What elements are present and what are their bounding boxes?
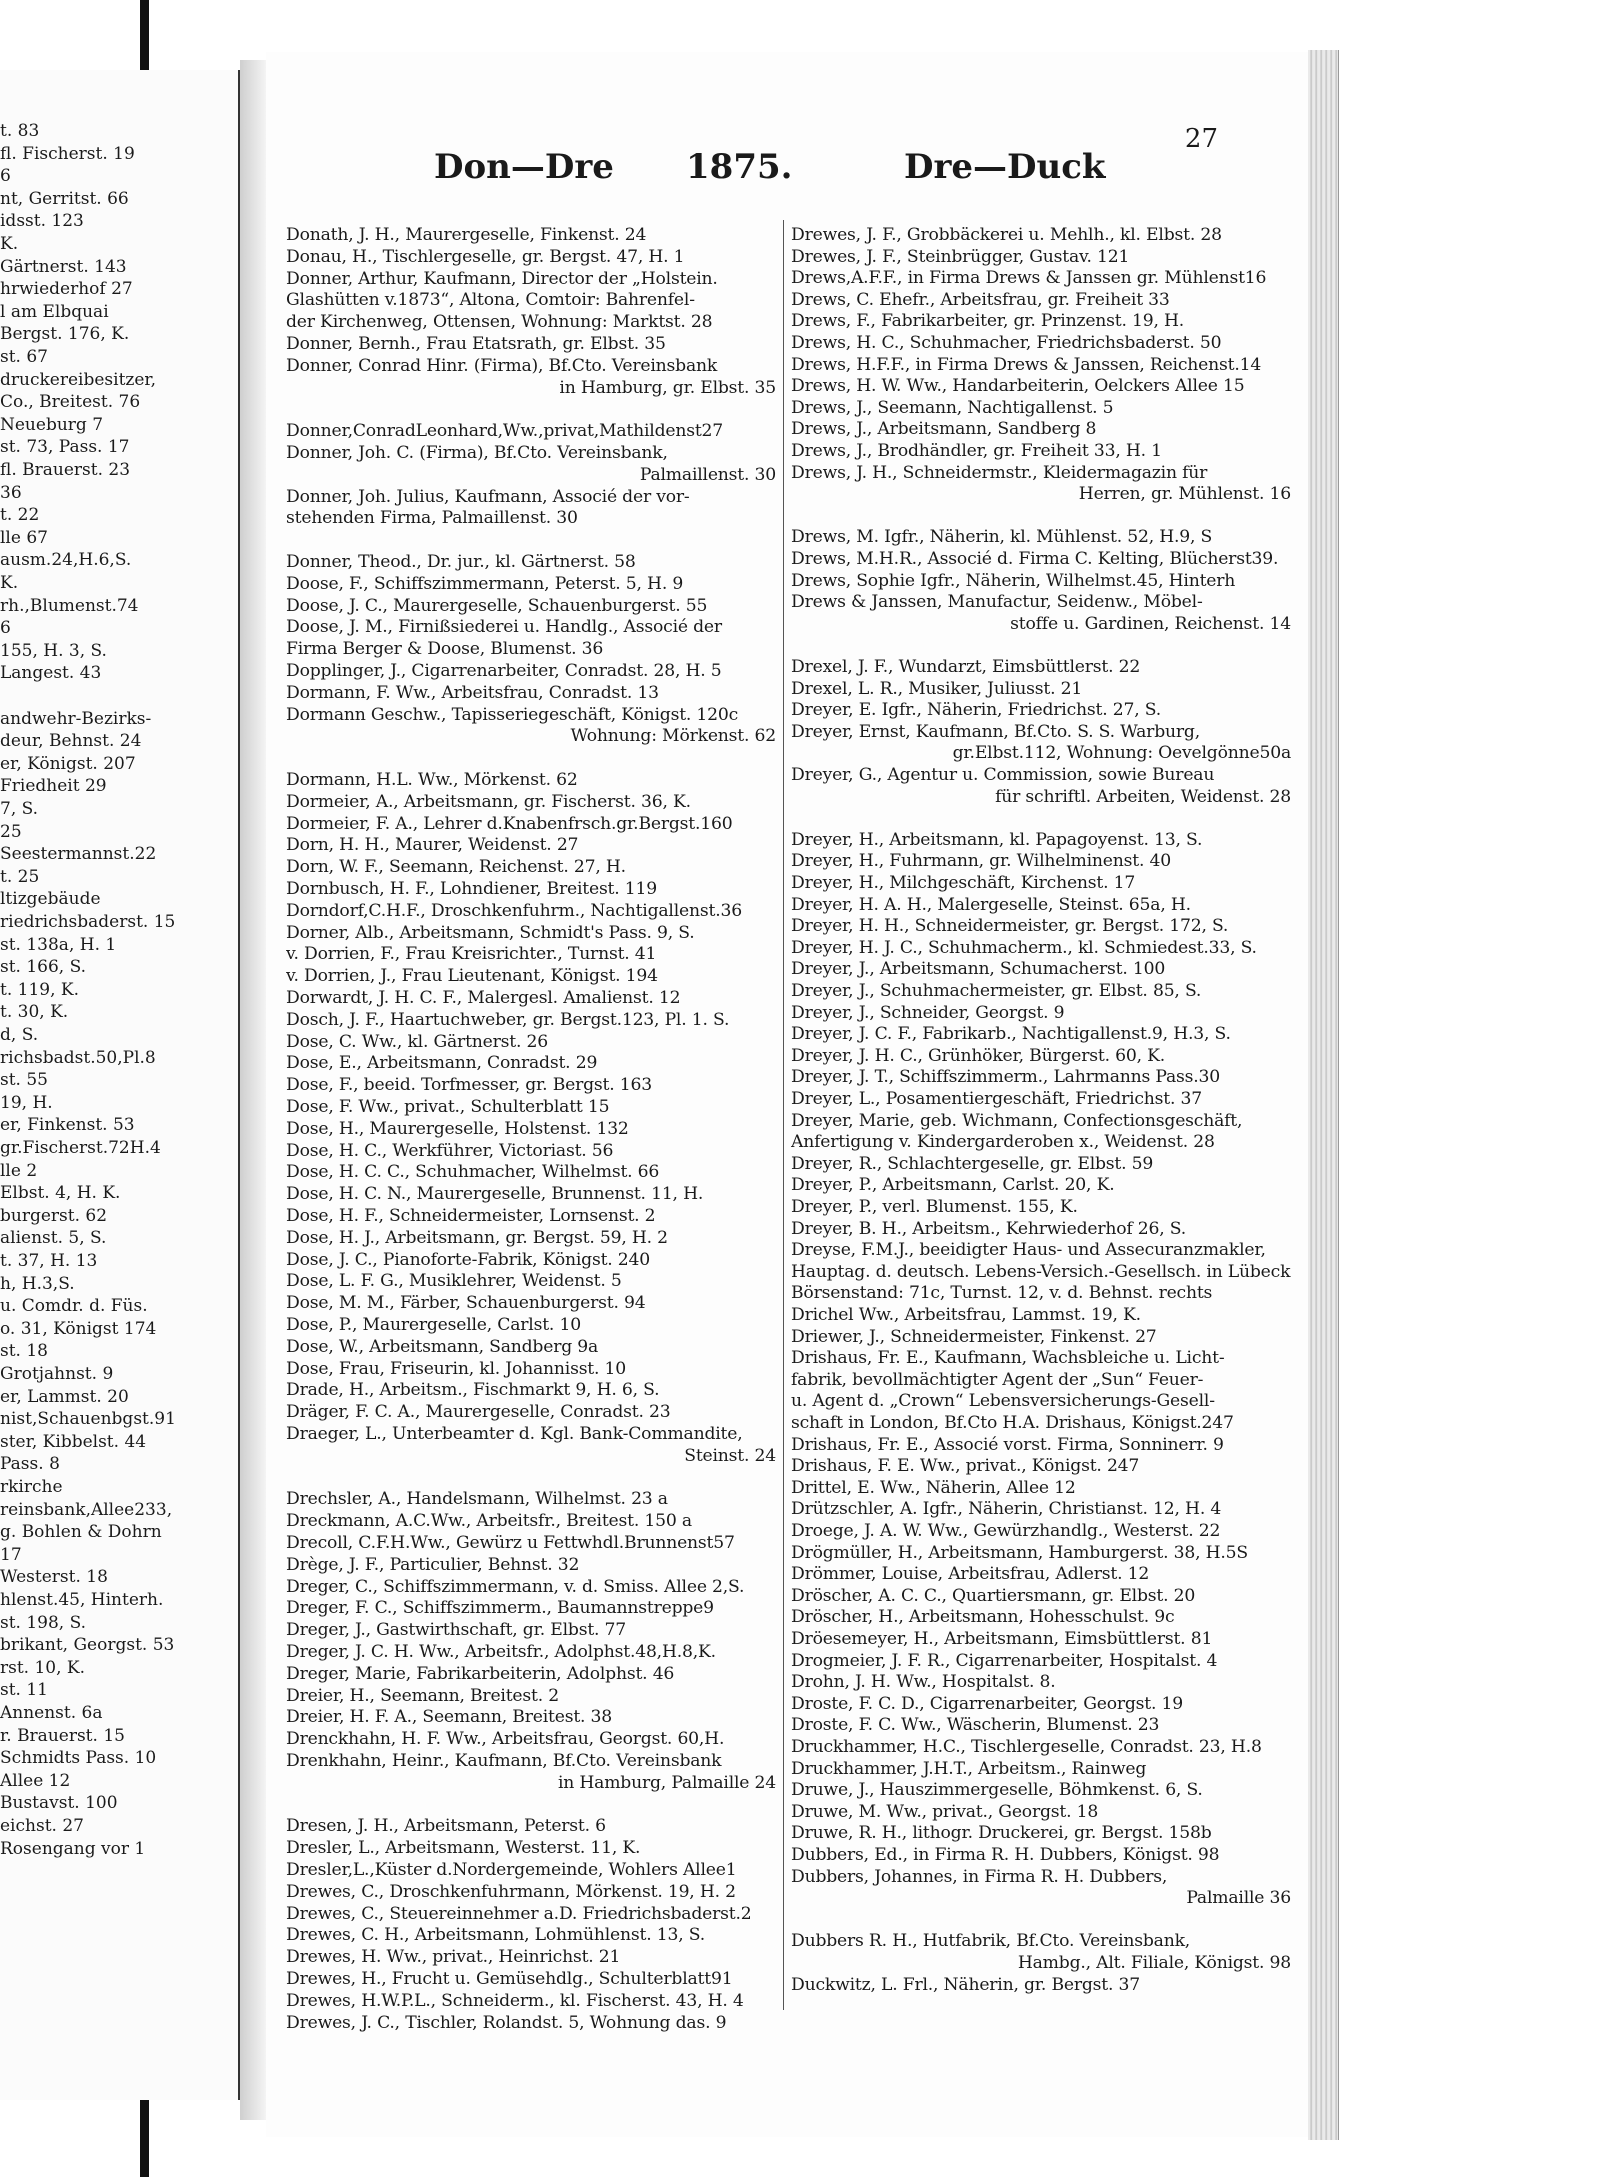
directory-entry: Dubbers, Ed., in Firma R. H. Dubbers, Königst. 98	[791, 1845, 1220, 1865]
directory-entry: Dose, H. C., Werkführer, Victoriast. 56	[286, 1140, 614, 1161]
left-page-fragment: st. 11	[0, 1680, 48, 1701]
directory-entry: Drittel, E. Ww., Näherin, Allee 12	[791, 1477, 1076, 1498]
directory-entry: Drade, H., Arbeitsm., Fischmarkt 9, H. 6, S.	[286, 1380, 660, 1401]
directory-entry: Dormann, F. Ww., Arbeitsfrau, Conradst. 13	[286, 682, 659, 703]
directory-entry: Drishaus, Fr. E., Associé vorst. Firma, Sonninerr. 9	[791, 1434, 1224, 1455]
left-page-fragment: Pass. 8	[0, 1454, 60, 1475]
left-page-fragment: st. 18	[0, 1341, 48, 1362]
directory-entry: Dopplinger, J., Cigarrenarbeiter, Conradst. 28, H. 5	[286, 661, 722, 681]
left-page-fragment: Rosengang vor 1	[0, 1838, 146, 1859]
left-page-fragment: rkirche	[0, 1477, 63, 1497]
directory-entry: Drishaus, Fr. E., Kaufmann, Wachsbleiche u. Licht-	[791, 1348, 1225, 1369]
directory-entry: Dresler,L.,Küster d.Nordergemeinde, Wohlers Allee1	[286, 1860, 737, 1880]
directory-entry: Drews, M.H.R., Associé d. Firma C. Kelting, Blücherst39.	[791, 549, 1279, 569]
directory-entry: Drews, M. Igfr., Näherin, kl. Mühlenst. 52, H.9, S	[791, 527, 1213, 548]
left-page-fragment: r. Brauerst. 15	[0, 1725, 125, 1746]
left-page-fragment: rh.,Blumenst.74	[0, 595, 139, 616]
directory-entry: Donner, Theod., Dr. jur., kl. Gärtnerst. 58	[286, 552, 636, 572]
directory-entry: Drewes, J. F., Grobbäckerei u. Mehlh., kl. Elbst. 28	[791, 225, 1222, 245]
directory-entry: Duckwitz, L. Frl., Näherin, gr. Bergst. 37	[791, 1974, 1140, 1995]
left-page-fragment: o. 31, Königst 174	[0, 1318, 157, 1339]
left-page-fragment: er, Königst. 207	[0, 753, 136, 774]
directory-entry: Dreyer, B. H., Arbeitsm., Kehrwiederhof 26, S.	[791, 1218, 1187, 1239]
directory-entry: Dormann Geschw., Tapisseriegeschäft, Königst. 120c	[286, 704, 739, 725]
directory-entry: Drenckhahn, H. F. Ww., Arbeitsfrau, Georgst. 60,H.	[286, 1729, 725, 1750]
directory-entry: Droste, F. C. Ww., Wäscherin, Blumenst. 23	[791, 1715, 1160, 1736]
directory-entry: Dose, H. C. C., Schuhmacher, Wilhelmst. 66	[286, 1162, 660, 1183]
directory-entry: Drewes, C., Droschkenfuhrmann, Mörkenst. 19, H. 2	[286, 1881, 736, 1902]
directory-entry: Dreyer, H., Fuhrmann, gr. Wilhelminenst. 40	[791, 851, 1171, 872]
directory-entry: Börsenstand: 71c, Turnst. 12, v. d. Behnst. rechts	[791, 1283, 1213, 1304]
directory-entry: Dorn, W. F., Seemann, Reichenst. 27, H.	[286, 857, 626, 878]
directory-entry: Drews, F., Fabrikarbeiter, gr. Prinzenst. 19, H.	[791, 311, 1185, 332]
left-page-fragment: lle 2	[0, 1160, 38, 1181]
left-page-fragment: st. 67	[0, 347, 48, 367]
left-page-fragment: t. 83	[0, 121, 40, 141]
directory-entry: Dose, W., Arbeitsmann, Sandberg 9a	[286, 1336, 599, 1357]
directory-entry: Dose, Frau, Friseurin, kl. Johannisst. 10	[286, 1358, 627, 1379]
directory-entry: Drews, H.F.F., in Firma Drews & Janssen, Reichenst.14	[791, 354, 1262, 375]
left-page-fragment: u. Comdr. d. Füs.	[0, 1296, 148, 1317]
left-page-fragment: fl. Brauerst. 23	[0, 460, 131, 480]
directory-entry: Dose, L. F. G., Musiklehrer, Weidenst. 5	[286, 1271, 622, 1292]
left-page-fragment: t. 22	[0, 505, 40, 526]
directory-entry: Druwe, R. H., lithogr. Druckerei, gr. Bergst. 158b	[791, 1823, 1212, 1844]
left-page-fragment: 7, S.	[0, 799, 39, 819]
directory-entry: Driewer, J., Schneidermeister, Finkenst. 27	[791, 1326, 1157, 1347]
directory-entry: Dorner, Alb., Arbeitsmann, Schmidt's Pass. 9, S.	[286, 922, 695, 943]
directory-entry: Dreier, H. F. A., Seemann, Breitest. 38	[286, 1707, 613, 1728]
directory-entry: Dreyer, J. H. C., Grünhöker, Bürgerst. 60, K.	[791, 1045, 1166, 1066]
left-page-fragment: h, H.3,S.	[0, 1273, 75, 1294]
directory-entry: Drews, J., Brodhändler, gr. Freiheit 33, H. 1	[791, 441, 1162, 461]
directory-entry: Doose, J. M., Firnißsiederei u. Handlg., Associé der	[286, 617, 722, 638]
left-page-fragment: l am Elbquai	[0, 301, 109, 322]
directory-entry: Dreger, C., Schiffszimmermann, v. d. Smiss. Allee 2,S.	[286, 1576, 745, 1597]
directory-entry: Palmaillenst. 30	[639, 464, 776, 485]
directory-entry: u. Agent d. „Crown“ Lebensversicherungs-Gesell-	[791, 1391, 1215, 1412]
directory-entry: Drews & Janssen, Manufactur, Seidenw., Möbel-	[791, 592, 1203, 613]
left-page-fragment: druckereibesitzer,	[0, 369, 157, 390]
left-page-fragment: Bustavst. 100	[0, 1793, 118, 1814]
directory-entry: Drecoll, C.F.H.Ww., Gewürz u Fettwhdl.Brunnenst57	[286, 1533, 735, 1553]
left-page-fragment: Friedheit 29	[0, 776, 107, 797]
directory-entry: Hambg., Alt. Filiale, Königst. 98	[1017, 1953, 1291, 1973]
directory-entry: Dreyer, H. H., Schneidermeister, gr. Bergst. 172, S.	[791, 916, 1229, 937]
directory-entry: Drützschler, A. Igfr., Näherin, Christianst. 12, H. 4	[791, 1499, 1222, 1520]
directory-entry: Dreyer, R., Schlachtergeselle, gr. Elbst. 59	[791, 1153, 1154, 1174]
directory-entry: der Kirchenweg, Ottensen, Wohnung: Marktst. 28	[286, 312, 713, 333]
directory-entry: Hauptag. d. deutsch. Lebens-Versich.-Gesellsch. in Lübeck	[791, 1261, 1291, 1282]
left-page-fragment: Annenst. 6a	[0, 1703, 103, 1723]
directory-entry: Dose, E., Arbeitsmann, Conradst. 29	[286, 1053, 598, 1074]
left-page-fragment: brikant, Georgst. 53	[0, 1635, 175, 1656]
directory-entry: für schriftl. Arbeiten, Weidenst. 28	[995, 786, 1291, 807]
left-page-fragment: nt, Gerritst. 66	[0, 188, 129, 209]
left-page-fragment: st. 138a, H. 1	[0, 934, 117, 955]
left-page-fragment: er, Finkenst. 53	[0, 1115, 135, 1136]
directory-entry: Dose, C. Ww., kl. Gärtnerst. 26	[286, 1031, 548, 1052]
directory-entry: Dresen, J. H., Arbeitsmann, Peterst. 6	[286, 1816, 606, 1837]
directory-entry: Dreger, F. C., Schiffszimmerm., Baumannstreppe9	[286, 1598, 714, 1619]
left-page-fragment: reinsbank,Allee233,	[0, 1499, 173, 1520]
left-page-fragment: t. 30, K.	[0, 1002, 69, 1023]
left-page-fragment: 6	[0, 618, 11, 639]
directory-entry: Donner, Bernh., Frau Etatsrath, gr. Elbst. 35	[286, 334, 666, 354]
directory-entry: Dorndorf,C.H.F., Droschkenfuhrm., Nachtigallenst.36	[286, 900, 742, 921]
directory-entry: stehenden Firma, Palmaillenst. 30	[286, 508, 578, 529]
left-page-fragment: 36	[0, 482, 22, 503]
left-page-fragment: Neueburg 7	[0, 414, 104, 435]
left-page-fragment: Seestermannst.22	[0, 844, 157, 865]
directory-entry: Dreyer, G., Agentur u. Commission, sowie Bureau	[791, 765, 1215, 785]
left-page-fragment: Bergst. 176, K.	[0, 324, 130, 345]
directory-entry: Dose, H., Maurergeselle, Holstenst. 132	[286, 1118, 629, 1139]
left-page-fragment: 17	[0, 1544, 22, 1565]
left-page-fragment: 19, H.	[0, 1092, 53, 1113]
directory-entry: Drewes, C. H., Arbeitsmann, Lohmühlenst. 13, S.	[286, 1925, 705, 1946]
directory-entry: Drömmer, Louise, Arbeitsfrau, Adlerst. 12	[791, 1564, 1150, 1585]
directory-entry: Drewes, H., Frucht u. Gemüsehdlg., Schulterblatt91	[286, 1969, 733, 1989]
directory-entry: Drohn, J. H. Ww., Hospitalst. 8.	[791, 1672, 1056, 1693]
left-page-fragment: ausm.24,H.6,S.	[0, 550, 132, 571]
directory-entry: v. Dorrien, J., Frau Lieutenant, Königst. 194	[286, 966, 658, 987]
page-edges	[1308, 50, 1339, 2140]
directory-entry: in Hamburg, Palmaille 24	[557, 1772, 776, 1793]
directory-entry: Herren, gr. Mühlenst. 16	[1078, 484, 1291, 505]
directory-entry: Dreyer, J., Arbeitsmann, Schumacherst. 100	[791, 959, 1166, 980]
left-page-fragment: Grotjahnst. 9	[0, 1364, 114, 1384]
directory-entry: Dröscher, H., Arbeitsmann, Hohesschulst. 9c	[791, 1607, 1175, 1628]
directory-entry: Dreyer, H., Milchgeschäft, Kirchenst. 17	[791, 873, 1136, 893]
directory-entry: Drewes, H. Ww., privat., Heinrichst. 21	[286, 1947, 621, 1968]
directory-entry: Dröesemeyer, H., Arbeitsmann, Eimsbüttlerst. 81	[791, 1629, 1213, 1649]
directory-entry: Dubbers R. H., Hutfabrik, Bf.Cto. Vereinsbank,	[791, 1931, 1191, 1952]
left-page-fragment: Westerst. 18	[0, 1567, 108, 1588]
left-page-fragment: K.	[0, 234, 19, 254]
directory-entry: Dornbusch, H. F., Lohndiener, Breitest. 119	[286, 879, 657, 899]
directory-entry: Drexel, L. R., Musiker, Juliusst. 21	[791, 678, 1083, 699]
directory-entry: fabrik, bevollmächtigter Agent der „Sun“ Feuer-	[791, 1369, 1204, 1390]
left-page-fragment: nist,Schauenbgst.91	[0, 1409, 176, 1430]
directory-entry: Drewes, J. F., Steinbrügger, Gustav. 121	[791, 246, 1130, 267]
directory-entry: Drews, C. Ehefr., Arbeitsfrau, gr. Freiheit 33	[791, 289, 1170, 310]
directory-entry: Donner,ConradLeonhard,Ww.,privat,Mathildenst27	[286, 421, 724, 442]
directory-entry: Doose, F., Schiffszimmermann, Peterst. 5, H. 9	[286, 573, 684, 594]
directory-entry: Dose, J. C., Pianoforte-Fabrik, Königst. 240	[286, 1249, 651, 1270]
directory-entry: Dreyer, Marie, geb. Wichmann, Confectionsgeschäft,	[791, 1110, 1243, 1131]
left-page-fragment: ltizgebäude	[0, 889, 101, 910]
directory-entry: Drews, H. W. Ww., Handarbeiterin, Oelckers Allee 15	[791, 376, 1245, 397]
directory-entry: Drexel, J. F., Wundarzt, Eimsbüttlerst. 22	[791, 657, 1141, 677]
left-page-fragment: t. 37, H. 13	[0, 1251, 98, 1271]
page-gutter	[240, 60, 266, 2120]
left-page-fragment: er, Lammst. 20	[0, 1386, 129, 1407]
header-right-range: Dre—Duck	[904, 147, 1106, 187]
directory-entry: Dose, H. F., Schneidermeister, Lornsenst. 2	[286, 1206, 656, 1226]
directory-entry: Dreger, J. C. H. Ww., Arbeitsfr., Adolphst.48,H.8,K.	[286, 1642, 716, 1662]
directory-entry: Dose, F., beeid. Torfmesser, gr. Bergst. 163	[286, 1075, 652, 1096]
directory-entry: Druwe, M. Ww., privat., Georgst. 18	[791, 1801, 1099, 1822]
directory-entry: Druckhammer, J.H.T., Arbeitsm., Rainweg	[791, 1758, 1147, 1779]
directory-entry: Drewes, J. C., Tischler, Rolandst. 5, Wohnung das. 9	[286, 2012, 727, 2033]
left-page-fragment: Allee 12	[0, 1770, 71, 1791]
directory-entry: Drews, J., Seemann, Nachtigallenst. 5	[791, 397, 1114, 418]
directory-entry: in Hamburg, gr. Elbst. 35	[559, 377, 776, 398]
directory-entry: Palmaille 36	[1186, 1888, 1291, 1909]
left-page-fragment: deur, Behnst. 24	[0, 731, 142, 752]
directory-entry: Drews, H. C., Schuhmacher, Friedrichsbaderst. 50	[791, 333, 1222, 353]
directory-entry: schaft in London, Bf.Cto H.A. Drishaus, Königst.247	[791, 1413, 1234, 1433]
directory-entry: Dreyer, L., Posamentiergeschäft, Friedrichst. 37	[791, 1089, 1202, 1109]
left-page-fragment: t. 119, K.	[0, 979, 79, 1000]
directory-entry: Dose, F. Ww., privat., Schulterblatt 15	[286, 1097, 610, 1117]
directory-entry: Donner, Joh. C. (Firma), Bf.Cto. Vereinsbank,	[286, 443, 668, 463]
left-page-fragment: burgerst. 62	[0, 1205, 108, 1226]
left-page-fragment: 155, H. 3, S.	[0, 640, 107, 661]
column-divider	[783, 220, 784, 2010]
directory-entry: Dose, H. J., Arbeitsmann, gr. Bergst. 59, H. 2	[286, 1227, 668, 1248]
directory-entry: Druwe, J., Hauszimmergeselle, Böhmkenst. 6, S.	[791, 1780, 1203, 1801]
directory-entry: Anfertigung v. Kindergarderoben x., Weidenst. 28	[791, 1132, 1215, 1153]
directory-entry: Drewes, H.W.P.L., Schneiderm., kl. Fischerst. 43, H. 4	[286, 1990, 744, 2011]
directory-entry: Dröscher, A. C. C., Quartiersmann, gr. Elbst. 20	[791, 1585, 1196, 1606]
directory-entry: Draeger, L., Unterbeamter d. Kgl. Bank-Commandite,	[286, 1424, 743, 1444]
left-page-fragment: hlenst.45, Hinterh.	[0, 1590, 164, 1610]
directory-entry: Dose, M. M., Färber, Schauenburgerst. 94	[286, 1293, 646, 1314]
directory-entry: Donner, Arthur, Kaufmann, Director der „Holstein.	[286, 268, 718, 289]
left-page-fragment: Elbst. 4, H. K.	[0, 1183, 121, 1204]
left-page-fragment: d, S.	[0, 1025, 39, 1045]
directory-entry: Steinst. 24	[684, 1445, 776, 1466]
directory-entry: Dreyer, J. C. F., Fabrikarb., Nachtigallenst.9, H.3, S.	[791, 1024, 1231, 1045]
directory-entry: Dreyse, F.M.J., beeidigter Haus- und Assecuranzmakler,	[791, 1240, 1266, 1261]
page-number: 27	[1184, 124, 1218, 154]
directory-entry: Dreger, J., Gastwirthschaft, gr. Elbst. 77	[286, 1620, 627, 1641]
directory-entry: stoffe u. Gardinen, Reichenst. 14	[1010, 613, 1291, 634]
directory-entry: Dresler, L., Arbeitsmann, Westerst. 11, K.	[286, 1838, 641, 1859]
directory-entry: Dorwardt, J. H. C. F., Malergesl. Amalienst. 12	[286, 988, 681, 1008]
directory-entry: Dreier, H., Seemann, Breitest. 2	[286, 1685, 559, 1706]
directory-entry: Dose, P., Maurergeselle, Carlst. 10	[286, 1315, 581, 1335]
directory-entry: Dreyer, P., verl. Blumenst. 155, K.	[791, 1197, 1078, 1217]
directory-entry: Drenkhahn, Heinr., Kaufmann, Bf.Cto. Vereinsbank	[286, 1751, 722, 1771]
directory-entry: Dormeier, A., Arbeitsmann, gr. Fischerst. 36, K.	[286, 791, 691, 812]
left-page-fragment: eichst. 27	[0, 1816, 84, 1836]
left-page-fragment: riedrichsbaderst. 15	[0, 912, 176, 932]
directory-entry: Glashütten v.1873“, Altona, Comtoir: Bahrenfel-	[286, 290, 695, 311]
directory-entry: Drews,A.F.F., in Firma Drews & Janssen gr. Mühlenst16	[791, 268, 1267, 289]
directory-entry: Dormann, H.L. Ww., Mörkenst. 62	[286, 770, 578, 790]
directory-entry: Drews, J., Arbeitsmann, Sandberg 8	[791, 419, 1097, 440]
directory-entry: Drews, J. H., Schneidermstr., Kleidermagazin für	[791, 462, 1208, 483]
left-page-fragment: rst. 10, K.	[0, 1657, 86, 1678]
directory-entry: Dorn, H. H., Maurer, Weidenst. 27	[286, 835, 579, 856]
directory-entry: Firma Berger & Doose, Blumenst. 36	[286, 639, 604, 660]
left-page-fragment: t. 25	[0, 866, 40, 887]
left-page-fragment: st. 73, Pass. 17	[0, 437, 130, 458]
directory-entry: Drewes, C., Steuereinnehmer a.D. Friedrichsbaderst.2	[286, 1903, 752, 1924]
directory-entry: Dreger, Marie, Fabrikarbeiterin, Adolphst. 46	[286, 1663, 675, 1684]
left-page-fragment: Schmidts Pass. 10	[0, 1748, 157, 1769]
directory-entry: Droege, J. A. W. Ww., Gewürzhandlg., Westerst. 22	[791, 1521, 1221, 1541]
left-page-fragment: Co., Breitest. 76	[0, 392, 141, 413]
directory-entry: Dreyer, J. T., Schiffszimmerm., Lahrmanns Pass.30	[791, 1067, 1220, 1088]
directory-entry: Dreyer, P., Arbeitsmann, Carlst. 20, K.	[791, 1175, 1115, 1196]
directory-entry: Dreyer, J., Schneider, Georgst. 9	[791, 1002, 1065, 1023]
left-page-fragment: gr.Fischerst.72H.4	[0, 1138, 161, 1158]
directory-entry: Dose, H. C. N., Maurergeselle, Brunnenst. 11, H.	[286, 1184, 704, 1205]
directory-entry: Dreyer, J., Schuhmachermeister, gr. Elbst. 85, S.	[791, 981, 1202, 1001]
directory-entry: Dreyer, H., Arbeitsmann, kl. Papagoyenst. 13, S.	[791, 829, 1203, 850]
right-page	[266, 52, 1309, 2137]
left-page-fragment: ster, Kibbelst. 44	[0, 1431, 147, 1452]
left-page-fragment: K.	[0, 573, 19, 593]
directory-entry: Doose, J. C., Maurergeselle, Schauenburgerst. 55	[286, 595, 708, 616]
directory-entry: Dreyer, H. J. C., Schuhmacherm., kl. Schmiedest.33, S.	[791, 937, 1257, 958]
left-page-fragment: hrwiederhof 27	[0, 279, 133, 300]
left-page-fragment: 6	[0, 166, 11, 187]
left-page-fragment: richsbadst.50,Pl.8	[0, 1047, 156, 1068]
directory-entry: Dreyer, E. Igfr., Näherin, Friedrichst. 27, S.	[791, 700, 1161, 721]
directory-entry: Dubbers, Johannes, in Firma R. H. Dubbers,	[791, 1866, 1168, 1887]
directory-entry: Droste, F. C. D., Cigarrenarbeiter, Georgst. 19	[791, 1693, 1183, 1714]
directory-entry: Drogmeier, J. F. R., Cigarrenarbeiter, Hospitalst. 4	[791, 1650, 1218, 1671]
directory-entry: Dormeier, F. A., Lehrer d.Knabenfrsch.gr.Bergst.160	[286, 813, 733, 834]
left-page-fragment: fl. Fischerst. 19	[0, 143, 135, 164]
left-page-fragment: 25	[0, 821, 22, 842]
left-page	[0, 70, 240, 2100]
left-page-fragment: lle 67	[0, 527, 48, 548]
directory-entry: Druckhammer, H.C., Tischlergeselle, Conradst. 23, H.8	[791, 1737, 1262, 1757]
directory-entry: Dreyer, Ernst, Kaufmann, Bf.Cto. S. S. Warburg,	[791, 721, 1200, 742]
left-page-fragment: st. 166, S.	[0, 957, 87, 978]
directory-entry: Drögmüller, H., Arbeitsmann, Hamburgerst. 38, H.5S	[791, 1542, 1248, 1563]
left-page-fragment: andwehr-Bezirks-	[0, 708, 152, 729]
directory-entry: Dreckmann, A.C.Ww., Arbeitsfr., Breitest. 150 a	[286, 1511, 692, 1532]
directory-entry: Drichel Ww., Arbeitsfrau, Lammst. 19, K.	[791, 1305, 1141, 1325]
directory-entry: Drishaus, F. E. Ww., privat., Königst. 247	[791, 1456, 1140, 1477]
directory-entry: Drews, Sophie Igfr., Näherin, Wilhelmst.45, Hinterh	[791, 570, 1236, 591]
left-page-fragment: g. Bohlen & Dohrn	[0, 1522, 162, 1543]
left-page-fragment: st. 55	[0, 1070, 48, 1091]
left-page-fragment: Gärtnerst. 143	[0, 256, 127, 277]
directory-entry: Wohnung: Mörkenst. 62	[570, 726, 776, 747]
directory-entry: Donau, H., Tischlergeselle, gr. Bergst. 47, H. 1	[286, 246, 685, 267]
directory-entry: Donath, J. H., Maurergeselle, Finkenst. 24	[286, 225, 647, 245]
left-page-fragment: alienst. 5, S.	[0, 1228, 107, 1249]
header-year: 1875.	[686, 147, 793, 187]
directory-entry: Donner, Conrad Hinr. (Firma), Bf.Cto. Vereinsbank	[286, 355, 718, 376]
directory-entry: Dosch, J. F., Haartuchweber, gr. Bergst.123, Pl. 1. S.	[286, 1009, 730, 1030]
directory-entry: Drechsler, A., Handelsmann, Wilhelmst. 23 a	[286, 1489, 668, 1510]
directory-entry: Dräger, F. C. A., Maurergeselle, Conradst. 23	[286, 1402, 671, 1423]
directory-entry: Donner, Joh. Julius, Kaufmann, Associé der vor-	[286, 486, 690, 507]
left-page-fragment: Langest. 43	[0, 663, 102, 684]
header-left-range: Don—Dre	[434, 147, 614, 187]
directory-entry: gr.Elbst.112, Wohnung: Oevelgönne50a	[952, 743, 1291, 764]
directory-entry: Drège, J. F., Particulier, Behnst. 32	[286, 1554, 580, 1575]
left-page-fragment: idsst. 123	[0, 211, 84, 232]
directory-entry: Dreyer, H. A. H., Malergeselle, Steinst. 65a, H.	[791, 894, 1191, 915]
left-page-fragment: st. 198, S.	[0, 1612, 87, 1633]
directory-entry: v. Dorrien, F., Frau Kreisrichter., Turnst. 41	[286, 944, 657, 965]
